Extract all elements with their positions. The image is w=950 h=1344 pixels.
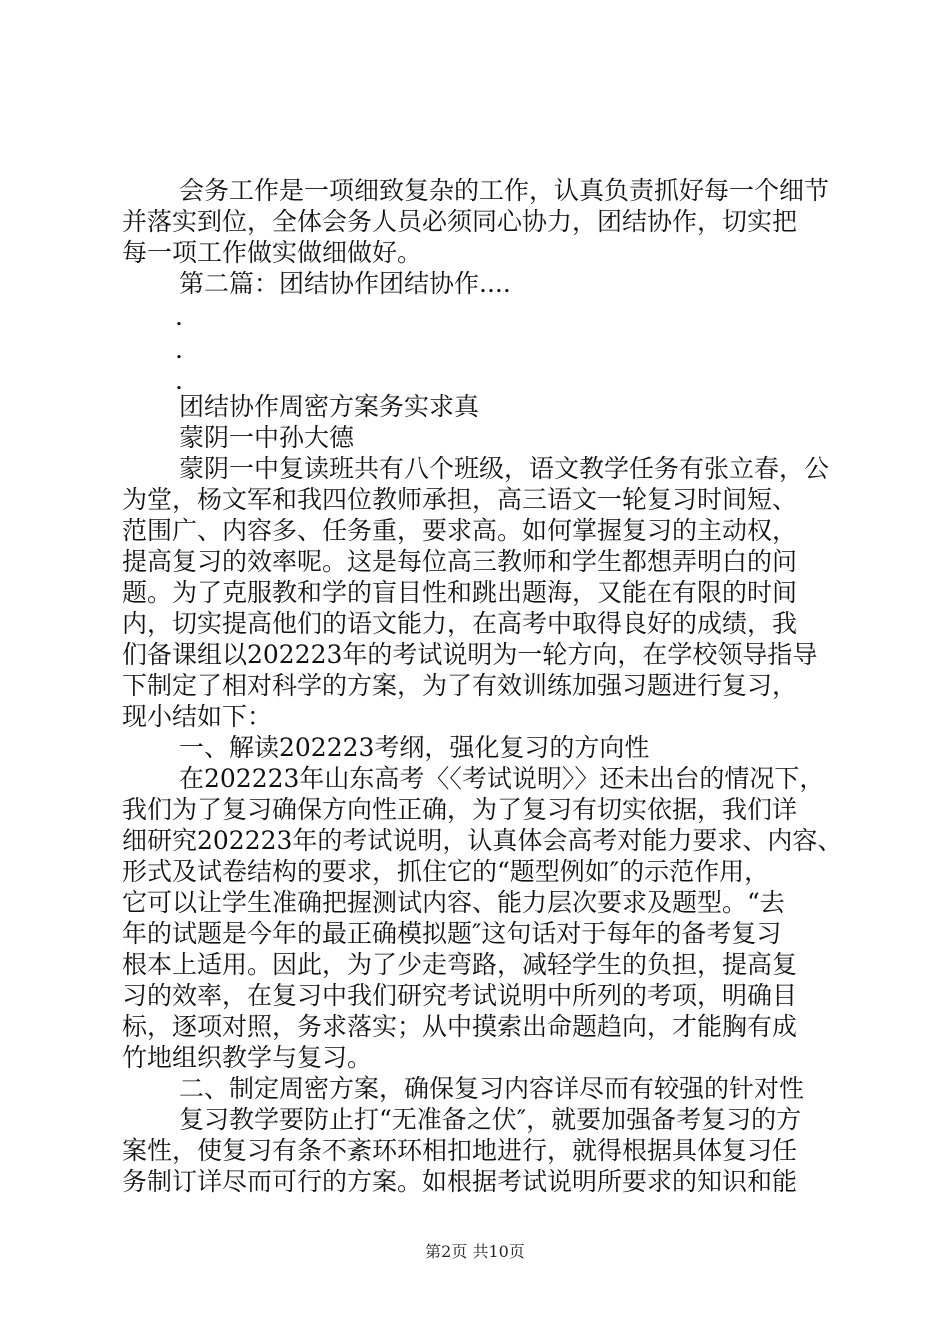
text-line-26: 根本上适用。因此，为了少走弯路，减轻学生的负担，提高复	[122, 950, 798, 979]
text-line-15: 内，切实提高他们的语文能力，在高考中取得良好的成绩，我	[122, 609, 798, 638]
text-line-dot-3: .	[175, 366, 183, 395]
text-line-21: 我们为了复习确保方向性正确，为了复习有切实依据，我们详	[122, 795, 798, 824]
text-line-27: 习的效率，在复习中我们研究考试说明中所列的考项，明确目	[122, 981, 798, 1010]
text-line-1: 会务工作是一项细致复杂的工作，认真负责抓好每一个细节	[179, 176, 830, 205]
article-author: 蒙阴一中孙大德	[179, 423, 355, 452]
text-line-23: 形式及试卷结构的要求，抓住它的“题型例如″的示范作用，	[122, 857, 770, 886]
text-line-25: 年的试题是今年的最正确模拟题″这句话对于每年的备考复习	[122, 919, 782, 948]
text-line-32: 案性，使复习有条不紊环环相扣地进行，就得根据具体复习任	[122, 1136, 798, 1165]
text-line-12: 范围广、内容多、任务重，要求高。如何掌握复习的主动权，	[122, 516, 798, 545]
text-line-dot-1: .	[175, 302, 183, 331]
text-line-2: 并落实到位，全体会务人员必须同心协力，团结协作，切实把	[122, 207, 798, 236]
text-line-24: 它可以让学生准确把握测试内容、能力层次要求及题型。“去	[122, 888, 785, 917]
page-number-footer: 第2页 共10页	[425, 1242, 525, 1261]
subheading-2: 二、制定周密方案，确保复习内容详尽而有较强的针对性	[179, 1074, 805, 1103]
text-line-33: 务制订详尽而可行的方案。如根据考试说明所要求的知识和能	[122, 1167, 798, 1196]
text-line-13: 提高复习的效率呢。这是每位高三教师和学生都想弄明白的问	[122, 547, 798, 576]
article-title: 团结协作周密方案务实求真	[179, 392, 480, 421]
text-line-3: 每一项工作做实做细做好。	[122, 238, 423, 267]
text-line-28: 标，逐项对照，务求落实；从中摸索出命题趋向，才能胸有成	[122, 1012, 798, 1041]
text-line-18: 现小结如下：	[122, 702, 273, 731]
text-line-14: 题。为了克服教和学的盲目性和跳出题海，又能在有限的时间	[122, 578, 798, 607]
text-line-11: 为堂，杨文军和我四位教师承担，高三语文一轮复习时间短、	[122, 485, 798, 514]
text-line-20: 在202223年山东高考〈〈考试说明〉〉还未出台的情况下，	[179, 764, 825, 793]
section-heading: 第二篇：团结协作团结协作....	[179, 269, 511, 298]
text-line-16: 们备课组以202223年的考试说明为一轮方向，在学校领导指导	[122, 640, 818, 669]
text-line-17: 下制定了相对科学的方案，为了有效训练加强习题进行复习，	[122, 671, 798, 700]
text-line-dot-2: .	[175, 335, 183, 364]
subheading-1: 一、解读202223考纲，强化复习的方向性	[179, 733, 650, 762]
text-line-31: 复习教学要防止打“无准备之伏″，就要加强备考复习的方	[179, 1105, 802, 1134]
text-line-29: 竹地组织教学与复习。	[122, 1043, 373, 1072]
text-line-22: 细研究202223年的考试说明，认真体会高考对能力要求、内容、	[122, 826, 843, 855]
text-line-10: 蒙阴一中复读班共有八个班级，语文教学任务有张立春，公	[179, 454, 830, 483]
